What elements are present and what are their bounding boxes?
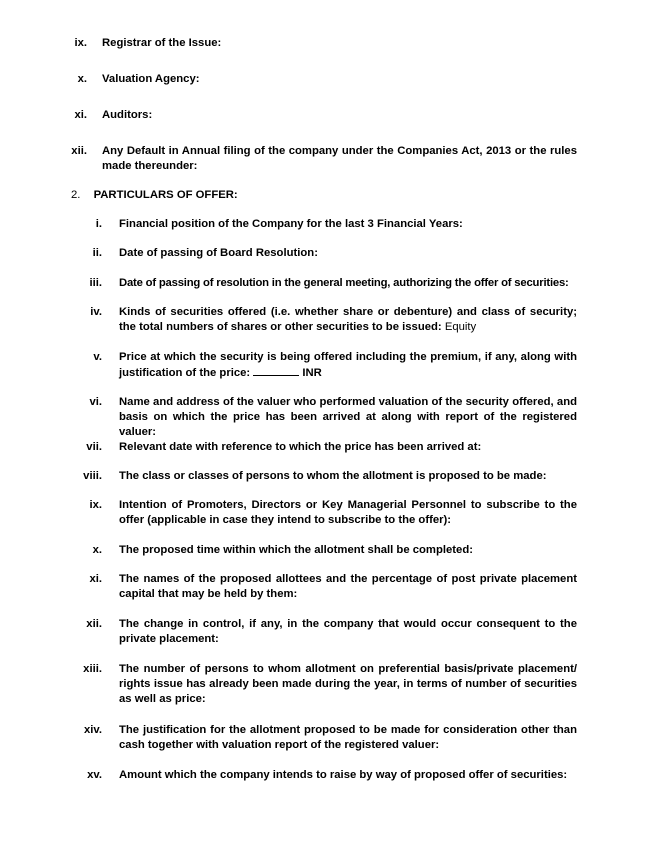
item-number: ii. — [92, 247, 102, 259]
item-text: Amount which the company intends to raise by way of proposed offer of securities: — [119, 769, 568, 781]
item-text: The justification for the allotment proposed to be made for consideration other than cash together with valuation report of the registered valuer: — [119, 724, 577, 751]
item-number: i. — [95, 218, 102, 230]
item-number: iii. — [89, 277, 102, 289]
section-number: 2. — [71, 189, 81, 201]
section-heading — [71, 188, 238, 203]
item-number: x. — [77, 73, 87, 85]
item-number: xii. — [86, 618, 102, 630]
item-number: xiv. — [83, 724, 102, 736]
item-number: x. — [92, 544, 102, 556]
price-currency: INR — [302, 367, 322, 379]
item-text: Date of passing of resolution in the general meeting, authorizing the offer of securities: — [119, 277, 569, 289]
item-number: vi. — [89, 396, 102, 408]
item-text: Valuation Agency: — [102, 73, 200, 85]
item-text: Relevant date with reference to which the price has been arrived at: — [119, 441, 482, 453]
item-number: xi. — [74, 109, 87, 121]
item-number: iv. — [90, 306, 102, 318]
item-number: xiii. — [83, 663, 102, 675]
item-text: Date of passing of Board Resolution: — [119, 247, 318, 259]
item-text — [119, 350, 577, 381]
item-number: v. — [93, 351, 102, 363]
item-number: ix. — [89, 499, 102, 511]
item-text: Any Default in Annual filing of the company under the Companies Act, 2013 or the rules made thereunder: — [102, 145, 577, 172]
price-blank-line — [253, 365, 299, 376]
item-text: Name and address of the valuer who performed valuation of the security offered, and basis on which the price has been arrived at along with report of the registered valuer: — [119, 396, 577, 438]
section-title: PARTICULARS OF OFFER: — [93, 189, 238, 201]
item-text: Intention of Promoters, Directors or Key Managerial Personnel to subscribe to the offer (applicable in case they intend to subscribe to the offer): — [119, 499, 577, 526]
item-text-label: Kinds of securities offered (i.e. whether share or debenture) and class of security; the total numbers of shares or other securities to be issued: — [119, 306, 577, 333]
item-text: Auditors: — [102, 109, 153, 121]
item-text-label: Price at which the security is being offered including the premium, if any, along with justification of the price: — [119, 351, 577, 379]
item-text — [119, 305, 577, 335]
item-number: xv. — [87, 769, 102, 781]
item-text: The names of the proposed allottees and the percentage of post private placement capital that may be held by them: — [119, 573, 577, 600]
item-text: Registrar of the Issue: — [102, 37, 222, 49]
item-text: Financial position of the Company for the last 3 Financial Years: — [119, 218, 463, 230]
item-number: viii. — [83, 470, 102, 482]
item-text: The class or classes of persons to whom the allotment is proposed to be made: — [119, 470, 547, 482]
item-number: ix. — [74, 37, 87, 49]
securities-kind-value: Equity — [444, 321, 477, 333]
item-number: xii. — [71, 145, 87, 157]
item-text: The change in control, if any, in the company that would occur consequent to the private placement: — [119, 618, 577, 645]
item-text: The proposed time within which the allotment shall be completed: — [119, 544, 474, 556]
item-number: vii. — [86, 441, 102, 453]
item-number: xi. — [89, 573, 102, 585]
item-text: The number of persons to whom allotment on preferential basis/private placement/ rights issue has already been made during the year, in terms of number of securities as well as price: — [119, 663, 577, 705]
